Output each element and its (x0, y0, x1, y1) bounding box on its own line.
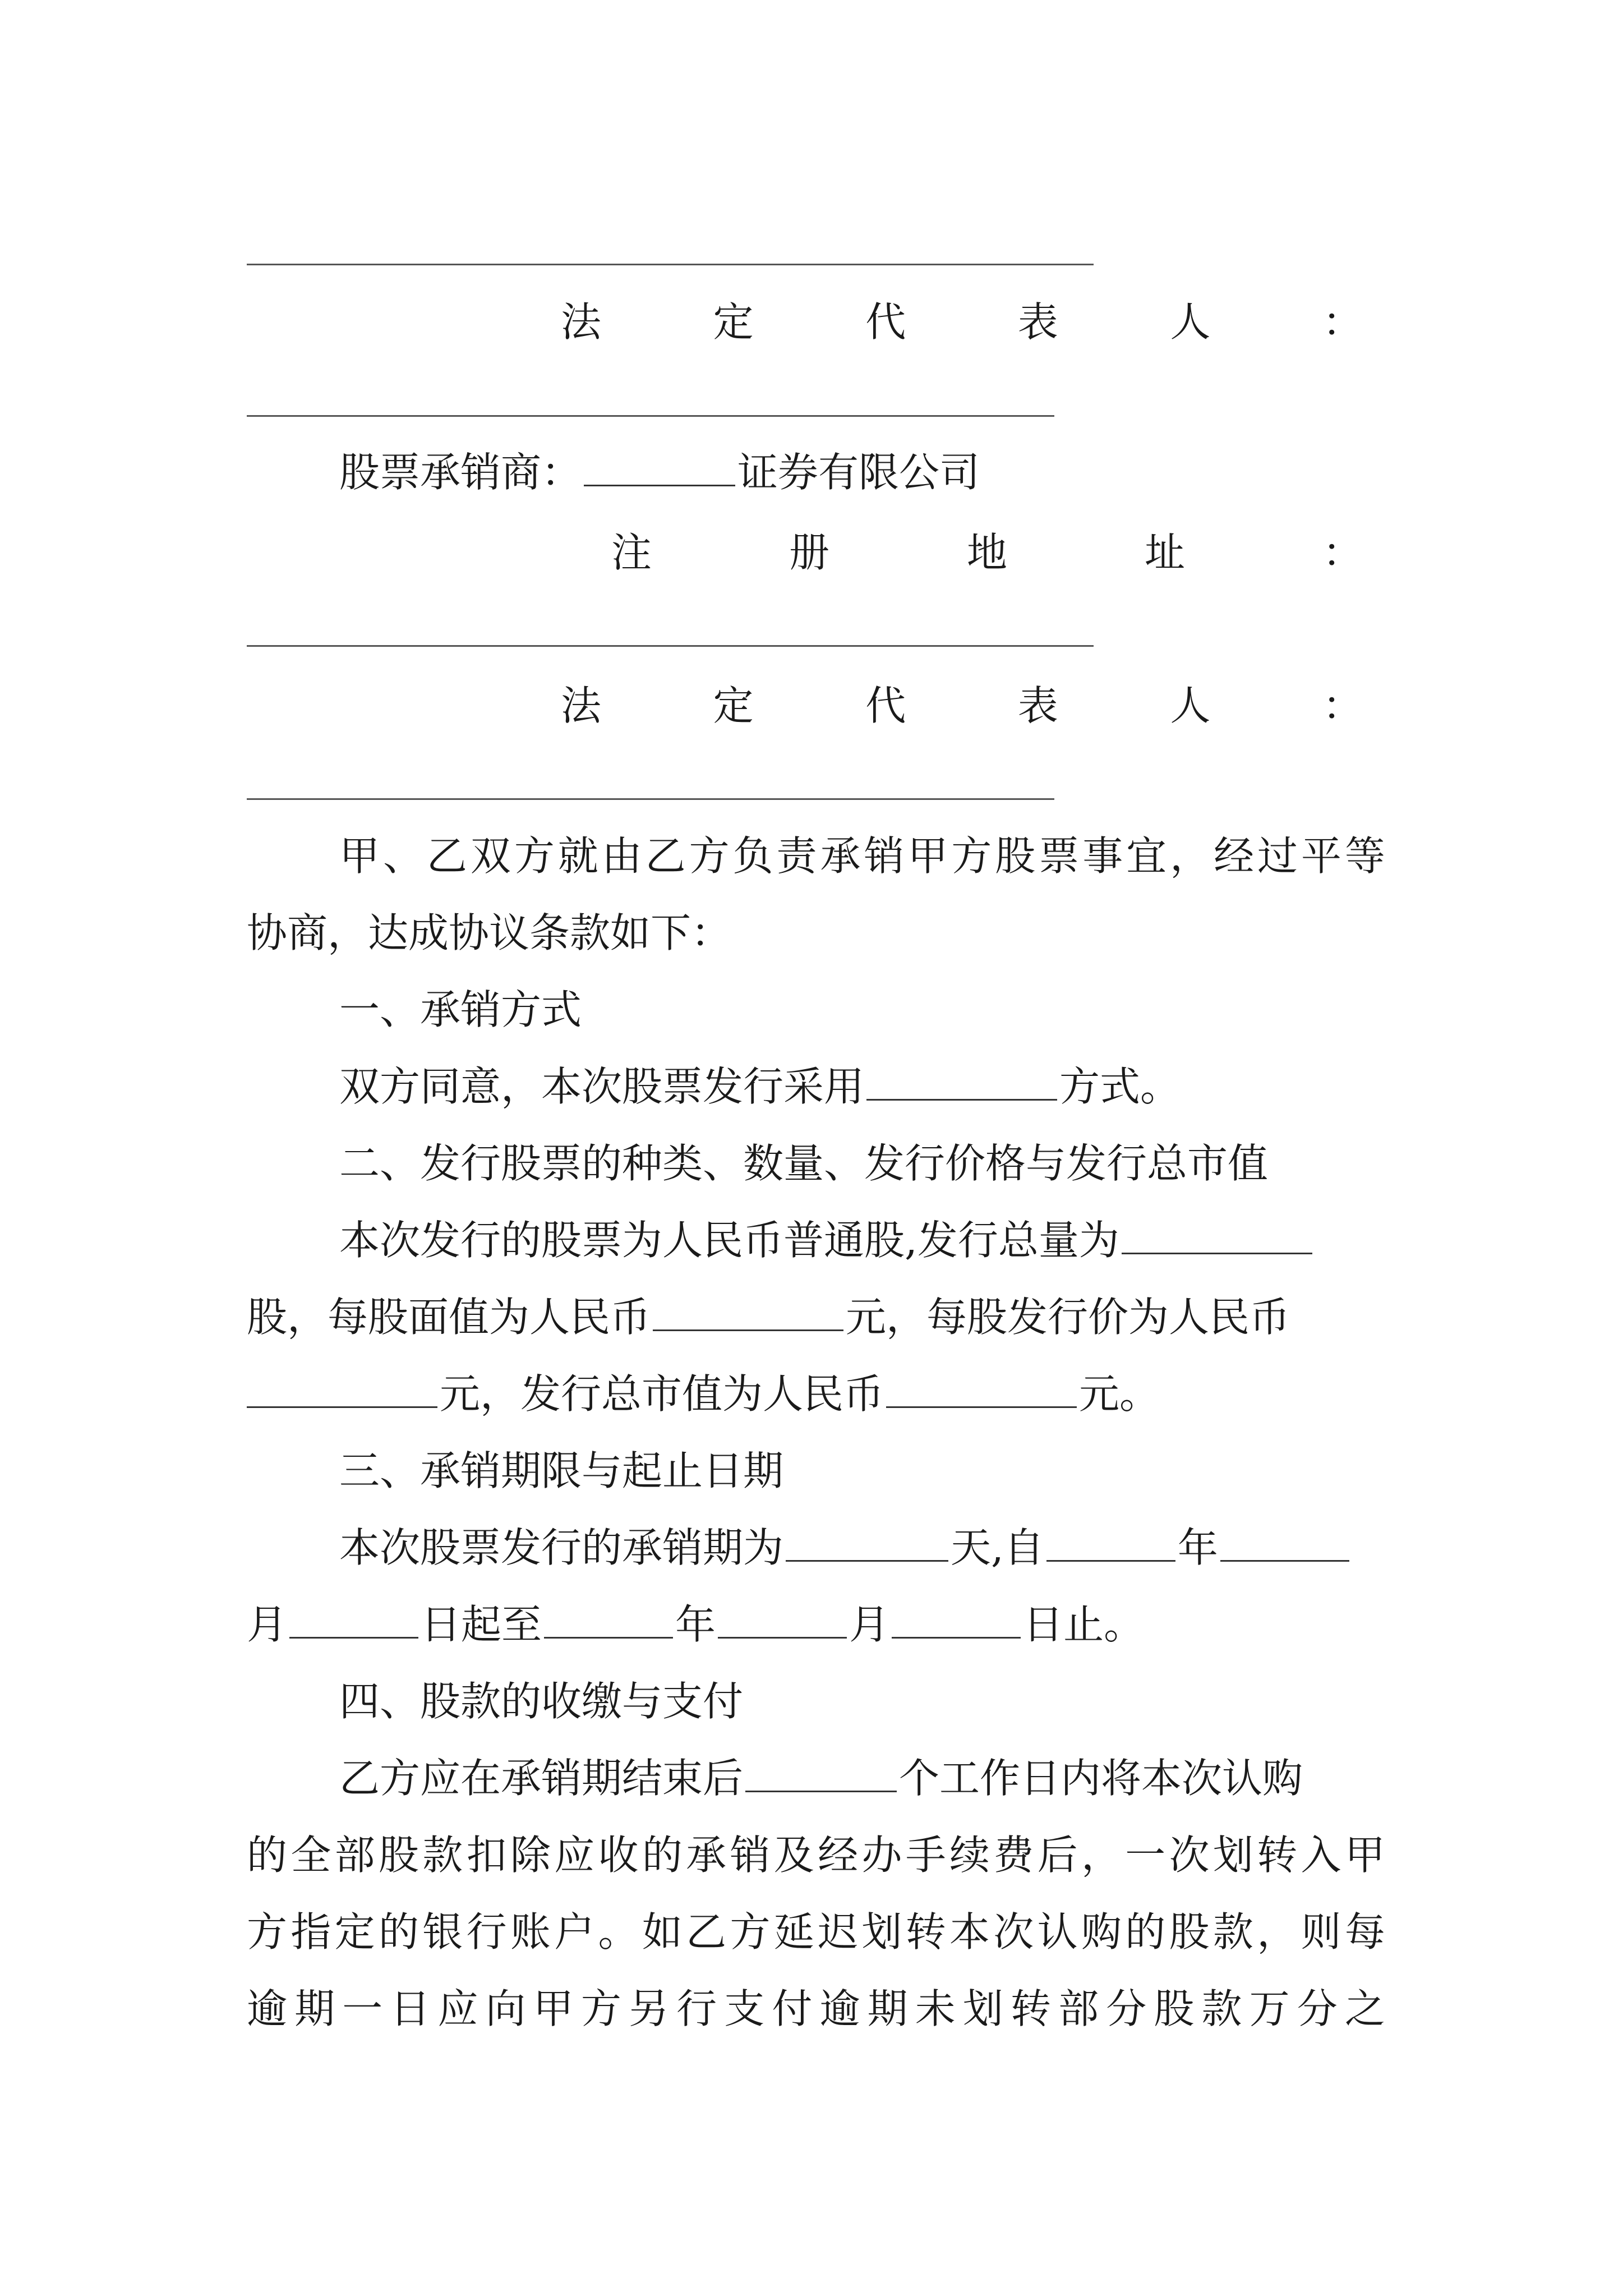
paragraph-line: 方 指 定 的 银 行 账 户 。 如 乙 方 延 迟 划 转 本 次 认 购 的 股 款 ， 则 每 (247, 1908, 1385, 1955)
blank-field (1046, 1521, 1175, 1562)
paragraph-line: 逾 期 一 日 应 向 甲 方 另 行 支 付 逾 期 未 划 转 部 分 股 款 万 分 之 (247, 1985, 1385, 2032)
blank-field (584, 445, 735, 486)
intro-line-2: 协商，达成协议条款如下： (247, 909, 732, 956)
paragraph-line: 股，每股面值为人民币 元，每股发行价为人民币 (247, 1290, 1385, 1344)
blank-field (653, 1290, 843, 1331)
section-heading: 一、承销方式 (339, 986, 582, 1033)
paragraph-line: 双方同意，本次股票发行采用 方式。 (339, 1060, 1385, 1114)
paragraph-line: 乙方应在承销期结束后 个工作日内将本次认购 (339, 1751, 1385, 1805)
blank-field (247, 1367, 437, 1408)
blank-field (289, 1598, 418, 1639)
blank-field (886, 1367, 1077, 1408)
blank-field (1122, 1213, 1312, 1254)
signature-line (247, 645, 1094, 647)
blank-field (892, 1598, 1021, 1639)
underwriter-line: 股票承销商： 证券有限公司 (339, 445, 1385, 499)
blank-field (544, 1598, 673, 1639)
paragraph-line: 本次股票发行的承销期为 天,自 年 (339, 1521, 1385, 1575)
paragraph-line: 元，发行总市值为人民币 元。 (247, 1367, 1385, 1421)
signature-line (247, 798, 1054, 800)
blank-field (745, 1751, 897, 1792)
paragraph-line: 的 全 部 股 款 扣 除 应 收 的 承 销 及 经 办 手 续 费 后 ， 一 次 划 转 入 甲 (247, 1832, 1385, 1879)
section-heading: 四、股款的收缴与支付 (339, 1678, 744, 1725)
legal-representative-label: 法 定 代 表 人 ： (561, 298, 1363, 346)
section-heading: 三、承销期限与起止日期 (339, 1447, 784, 1494)
blank-field (786, 1521, 948, 1562)
signature-line (247, 415, 1054, 417)
section-heading: 二、发行股票的种类、数量、发行价格与发行总市值 (339, 1140, 1269, 1187)
paragraph-line: 月 日起至 年 月 日止。 (247, 1598, 1385, 1651)
blank-field (718, 1598, 847, 1639)
legal-representative-label: 法 定 代 表 人 ： (561, 682, 1363, 729)
blank-field (866, 1060, 1057, 1101)
registered-address-label: 注 册 地 址 ： (611, 529, 1363, 576)
signature-line (247, 264, 1094, 265)
blank-field (1220, 1521, 1349, 1562)
paragraph-line: 本次发行的股票为人民币普通股,发行总量为 (339, 1213, 1385, 1267)
intro-line-1: 甲 、 乙 双 方 就 由 乙 方 负 责 承 销 甲 方 股 票 事 宜 ， 经 过 平 等 (339, 832, 1385, 880)
